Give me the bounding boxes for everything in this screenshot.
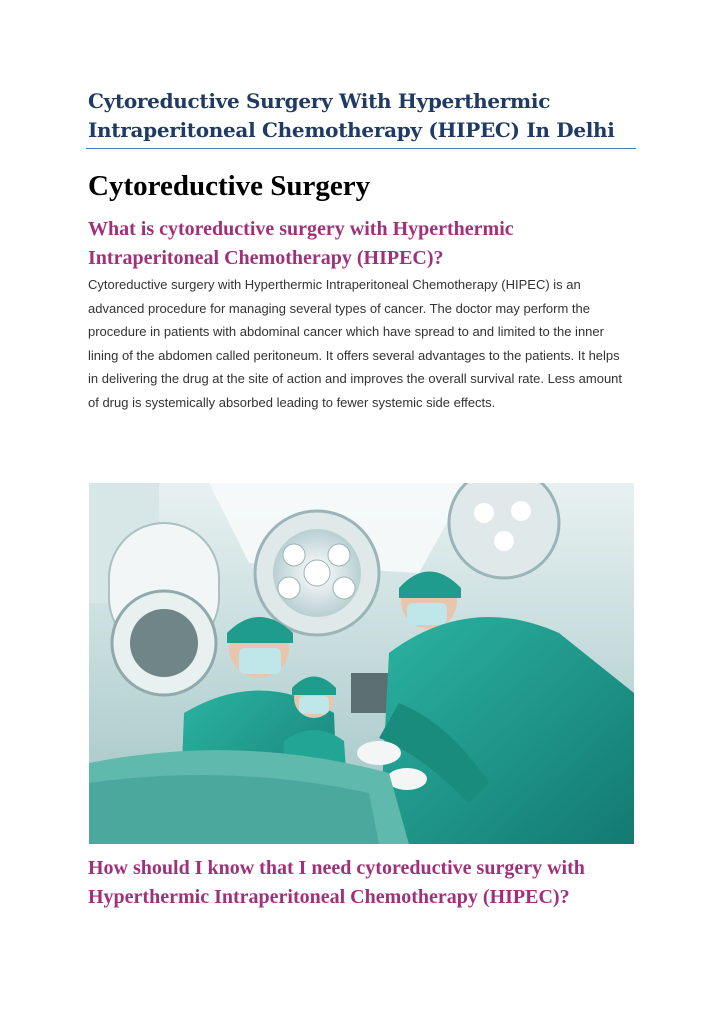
body-paragraph: Cytoreductive surgery with Hyperthermic Intraperitoneal Chemotherapy (HIPEC) is an advanced procedure for managing several types of cancer. The doctor may perform the procedure in patients with abdominal cancer which have spread to and limited to the inner lining of the abdomen called peritoneum. It offers several advantages to the patients. It helps in delivering the drug at the site of action and improves the overall survival rate. Less amount of drug is systemically absorbed leading to fewer systemic side effects. — [88, 277, 623, 410]
document-title: Cytoreductive Surgery With Hyperthermic Intraperitoneal Chemotherapy (HIPEC) In Delhi — [88, 89, 615, 142]
question-heading-1: What is cytoreductive surgery with Hyperthermic Intraperitoneal Chemotherapy (HIPEC)? — [88, 218, 514, 269]
title-underline — [86, 148, 636, 149]
section-heading: Cytoreductive Surgery — [88, 170, 371, 202]
surgery-photo — [89, 483, 634, 844]
question-heading-2: How should I know that I need cytoreductive surgery with Hyperthermic Intraperitoneal Chemotherapy (HIPEC)? — [88, 857, 585, 908]
